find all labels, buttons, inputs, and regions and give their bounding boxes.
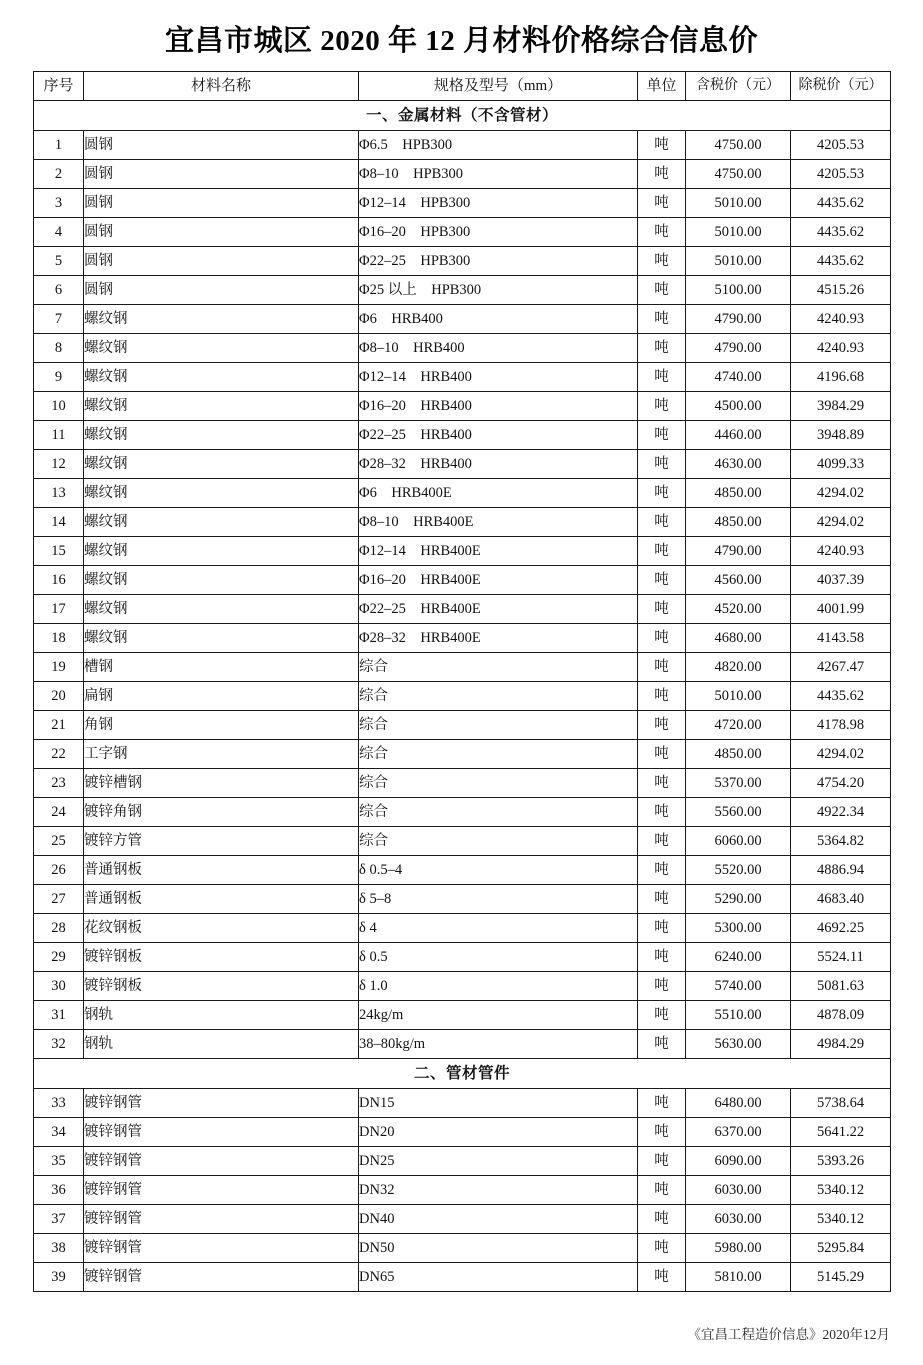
cell-row-index: 10 bbox=[34, 391, 84, 420]
cell-price-tax-excluded: 4294.02 bbox=[791, 739, 891, 768]
cell-material-name: 钢轨 bbox=[84, 1000, 359, 1029]
cell-unit: 吨 bbox=[638, 768, 686, 797]
table-row bbox=[34, 1204, 891, 1233]
cell-specification: 综合 bbox=[359, 797, 638, 826]
cell-unit: 吨 bbox=[638, 826, 686, 855]
table-row bbox=[34, 1029, 891, 1058]
column-header-price-tax-excluded: 除税价（元） bbox=[791, 71, 891, 100]
cell-specification: δ 5–8 bbox=[359, 884, 638, 913]
cell-row-index: 13 bbox=[34, 478, 84, 507]
cell-material-name: 镀锌钢管 bbox=[84, 1262, 359, 1291]
cell-unit: 吨 bbox=[638, 159, 686, 188]
cell-price-tax-excluded: 4240.93 bbox=[791, 536, 891, 565]
table-row bbox=[34, 1262, 891, 1291]
cell-row-index: 17 bbox=[34, 594, 84, 623]
table-row bbox=[34, 130, 891, 159]
cell-row-index: 35 bbox=[34, 1146, 84, 1175]
cell-row-index: 33 bbox=[34, 1088, 84, 1117]
table-row bbox=[34, 594, 891, 623]
cell-unit: 吨 bbox=[638, 304, 686, 333]
column-header-index: 序号 bbox=[34, 71, 84, 100]
cell-price-tax-excluded: 4196.68 bbox=[791, 362, 891, 391]
cell-material-name: 镀锌钢管 bbox=[84, 1233, 359, 1262]
table-section-header-row bbox=[34, 1058, 891, 1088]
table-row bbox=[34, 275, 891, 304]
cell-price-tax-included: 4790.00 bbox=[686, 333, 791, 362]
cell-unit: 吨 bbox=[638, 1029, 686, 1058]
cell-specification: 综合 bbox=[359, 710, 638, 739]
cell-material-name: 螺纹钢 bbox=[84, 507, 359, 536]
cell-price-tax-excluded: 4143.58 bbox=[791, 623, 891, 652]
cell-price-tax-included: 4850.00 bbox=[686, 739, 791, 768]
cell-material-name: 圆钢 bbox=[84, 246, 359, 275]
cell-specification: DN15 bbox=[359, 1088, 638, 1117]
cell-row-index: 34 bbox=[34, 1117, 84, 1146]
cell-material-name: 工字钢 bbox=[84, 739, 359, 768]
table-row bbox=[34, 362, 891, 391]
cell-material-name: 螺纹钢 bbox=[84, 449, 359, 478]
cell-price-tax-included: 5010.00 bbox=[686, 246, 791, 275]
table-row bbox=[34, 246, 891, 275]
cell-unit: 吨 bbox=[638, 942, 686, 971]
table-row bbox=[34, 855, 891, 884]
cell-specification: DN32 bbox=[359, 1175, 638, 1204]
cell-material-name: 圆钢 bbox=[84, 130, 359, 159]
cell-price-tax-excluded: 5340.12 bbox=[791, 1204, 891, 1233]
cell-specification: DN50 bbox=[359, 1233, 638, 1262]
cell-material-name: 镀锌钢管 bbox=[84, 1204, 359, 1233]
table-row bbox=[34, 391, 891, 420]
cell-row-index: 29 bbox=[34, 942, 84, 971]
cell-unit: 吨 bbox=[638, 275, 686, 304]
cell-specification: 24kg/m bbox=[359, 1000, 638, 1029]
table-row bbox=[34, 826, 891, 855]
cell-price-tax-included: 4680.00 bbox=[686, 623, 791, 652]
cell-unit: 吨 bbox=[638, 1233, 686, 1262]
cell-unit: 吨 bbox=[638, 478, 686, 507]
table-row bbox=[34, 1000, 891, 1029]
price-table-container bbox=[33, 71, 890, 1292]
cell-row-index: 36 bbox=[34, 1175, 84, 1204]
table-row bbox=[34, 768, 891, 797]
cell-price-tax-included: 4850.00 bbox=[686, 507, 791, 536]
cell-price-tax-included: 5510.00 bbox=[686, 1000, 791, 1029]
cell-material-name: 镀锌钢板 bbox=[84, 942, 359, 971]
cell-row-index: 23 bbox=[34, 768, 84, 797]
table-row bbox=[34, 507, 891, 536]
table-row bbox=[34, 188, 891, 217]
cell-unit: 吨 bbox=[638, 1204, 686, 1233]
cell-specification: Φ6 HRB400 bbox=[359, 304, 638, 333]
cell-unit: 吨 bbox=[638, 188, 686, 217]
table-row bbox=[34, 1088, 891, 1117]
cell-unit: 吨 bbox=[638, 681, 686, 710]
cell-price-tax-excluded: 4515.26 bbox=[791, 275, 891, 304]
cell-price-tax-excluded: 4205.53 bbox=[791, 159, 891, 188]
table-section-heading: 一、金属材料（不含管材） bbox=[34, 100, 891, 130]
table-row bbox=[34, 333, 891, 362]
cell-price-tax-included: 4790.00 bbox=[686, 536, 791, 565]
cell-row-index: 22 bbox=[34, 739, 84, 768]
cell-specification: DN25 bbox=[359, 1146, 638, 1175]
cell-material-name: 镀锌钢管 bbox=[84, 1088, 359, 1117]
cell-material-name: 螺纹钢 bbox=[84, 304, 359, 333]
cell-price-tax-excluded: 3948.89 bbox=[791, 420, 891, 449]
table-row bbox=[34, 1233, 891, 1262]
material-price-table bbox=[33, 71, 891, 1292]
cell-row-index: 11 bbox=[34, 420, 84, 449]
cell-material-name: 镀锌方管 bbox=[84, 826, 359, 855]
table-row bbox=[34, 449, 891, 478]
cell-row-index: 31 bbox=[34, 1000, 84, 1029]
cell-price-tax-excluded: 4178.98 bbox=[791, 710, 891, 739]
cell-material-name: 螺纹钢 bbox=[84, 478, 359, 507]
cell-price-tax-excluded: 4001.99 bbox=[791, 594, 891, 623]
cell-price-tax-excluded: 5295.84 bbox=[791, 1233, 891, 1262]
cell-unit: 吨 bbox=[638, 246, 686, 275]
cell-row-index: 14 bbox=[34, 507, 84, 536]
cell-price-tax-excluded: 5081.63 bbox=[791, 971, 891, 1000]
cell-specification: DN20 bbox=[359, 1117, 638, 1146]
cell-unit: 吨 bbox=[638, 362, 686, 391]
cell-unit: 吨 bbox=[638, 507, 686, 536]
cell-row-index: 4 bbox=[34, 217, 84, 246]
cell-specification: Φ12–14 HRB400E bbox=[359, 536, 638, 565]
cell-unit: 吨 bbox=[638, 536, 686, 565]
table-row bbox=[34, 217, 891, 246]
cell-material-name: 螺纹钢 bbox=[84, 536, 359, 565]
cell-material-name: 螺纹钢 bbox=[84, 565, 359, 594]
cell-specification: Φ16–20 HRB400 bbox=[359, 391, 638, 420]
cell-specification: Φ22–25 HPB300 bbox=[359, 246, 638, 275]
cell-unit: 吨 bbox=[638, 884, 686, 913]
cell-specification: δ 1.0 bbox=[359, 971, 638, 1000]
cell-price-tax-excluded: 4886.94 bbox=[791, 855, 891, 884]
cell-unit: 吨 bbox=[638, 594, 686, 623]
table-row bbox=[34, 652, 891, 681]
cell-material-name: 圆钢 bbox=[84, 188, 359, 217]
cell-price-tax-excluded: 3984.29 bbox=[791, 391, 891, 420]
cell-specification: DN65 bbox=[359, 1262, 638, 1291]
cell-row-index: 15 bbox=[34, 536, 84, 565]
cell-price-tax-included: 6240.00 bbox=[686, 942, 791, 971]
cell-row-index: 2 bbox=[34, 159, 84, 188]
cell-price-tax-excluded: 4984.29 bbox=[791, 1029, 891, 1058]
cell-unit: 吨 bbox=[638, 623, 686, 652]
cell-price-tax-included: 4560.00 bbox=[686, 565, 791, 594]
cell-row-index: 18 bbox=[34, 623, 84, 652]
table-row bbox=[34, 681, 891, 710]
cell-specification: 综合 bbox=[359, 739, 638, 768]
cell-specification: 综合 bbox=[359, 768, 638, 797]
table-row bbox=[34, 478, 891, 507]
table-row bbox=[34, 913, 891, 942]
cell-unit: 吨 bbox=[638, 333, 686, 362]
table-row bbox=[34, 942, 891, 971]
cell-price-tax-included: 4500.00 bbox=[686, 391, 791, 420]
table-section-header-row bbox=[34, 100, 891, 130]
cell-specification: δ 0.5–4 bbox=[359, 855, 638, 884]
cell-material-name: 普通钢板 bbox=[84, 855, 359, 884]
cell-material-name: 扁钢 bbox=[84, 681, 359, 710]
table-row bbox=[34, 623, 891, 652]
cell-specification: Φ12–14 HPB300 bbox=[359, 188, 638, 217]
cell-price-tax-included: 4520.00 bbox=[686, 594, 791, 623]
table-row bbox=[34, 884, 891, 913]
cell-material-name: 镀锌钢板 bbox=[84, 971, 359, 1000]
cell-row-index: 27 bbox=[34, 884, 84, 913]
cell-row-index: 3 bbox=[34, 188, 84, 217]
cell-price-tax-included: 5980.00 bbox=[686, 1233, 791, 1262]
cell-price-tax-excluded: 4294.02 bbox=[791, 507, 891, 536]
cell-row-index: 1 bbox=[34, 130, 84, 159]
cell-unit: 吨 bbox=[638, 130, 686, 159]
column-header-price-tax-included: 含税价（元） bbox=[686, 71, 791, 100]
table-section-heading: 二、管材管件 bbox=[34, 1058, 891, 1088]
column-header-name: 材料名称 bbox=[84, 71, 359, 100]
table-row bbox=[34, 536, 891, 565]
cell-unit: 吨 bbox=[638, 217, 686, 246]
cell-specification: Φ8–10 HRB400E bbox=[359, 507, 638, 536]
cell-material-name: 螺纹钢 bbox=[84, 333, 359, 362]
cell-unit: 吨 bbox=[638, 971, 686, 1000]
cell-row-index: 16 bbox=[34, 565, 84, 594]
table-row bbox=[34, 710, 891, 739]
cell-price-tax-excluded: 5340.12 bbox=[791, 1175, 891, 1204]
cell-specification: 综合 bbox=[359, 652, 638, 681]
cell-price-tax-included: 5010.00 bbox=[686, 188, 791, 217]
cell-price-tax-included: 4790.00 bbox=[686, 304, 791, 333]
cell-unit: 吨 bbox=[638, 1262, 686, 1291]
cell-price-tax-included: 5100.00 bbox=[686, 275, 791, 304]
cell-material-name: 花纹钢板 bbox=[84, 913, 359, 942]
cell-price-tax-included: 4460.00 bbox=[686, 420, 791, 449]
cell-row-index: 7 bbox=[34, 304, 84, 333]
cell-row-index: 25 bbox=[34, 826, 84, 855]
cell-price-tax-included: 6090.00 bbox=[686, 1146, 791, 1175]
cell-price-tax-excluded: 4267.47 bbox=[791, 652, 891, 681]
cell-unit: 吨 bbox=[638, 739, 686, 768]
cell-price-tax-excluded: 5393.26 bbox=[791, 1146, 891, 1175]
cell-row-index: 8 bbox=[34, 333, 84, 362]
cell-price-tax-excluded: 5145.29 bbox=[791, 1262, 891, 1291]
table-row bbox=[34, 797, 891, 826]
cell-row-index: 30 bbox=[34, 971, 84, 1000]
table-row bbox=[34, 565, 891, 594]
cell-material-name: 圆钢 bbox=[84, 217, 359, 246]
cell-specification: Φ8–10 HRB400 bbox=[359, 333, 638, 362]
table-row bbox=[34, 1117, 891, 1146]
cell-price-tax-excluded: 4240.93 bbox=[791, 304, 891, 333]
cell-row-index: 5 bbox=[34, 246, 84, 275]
cell-row-index: 12 bbox=[34, 449, 84, 478]
table-header bbox=[34, 71, 891, 100]
cell-specification: Φ6.5 HPB300 bbox=[359, 130, 638, 159]
cell-price-tax-included: 6030.00 bbox=[686, 1175, 791, 1204]
column-header-spec: 规格及型号（mm） bbox=[359, 71, 638, 100]
cell-material-name: 镀锌钢管 bbox=[84, 1175, 359, 1204]
cell-price-tax-included: 6060.00 bbox=[686, 826, 791, 855]
table-row bbox=[34, 304, 891, 333]
cell-row-index: 20 bbox=[34, 681, 84, 710]
table-row bbox=[34, 420, 891, 449]
cell-row-index: 37 bbox=[34, 1204, 84, 1233]
cell-material-name: 螺纹钢 bbox=[84, 362, 359, 391]
cell-material-name: 普通钢板 bbox=[84, 884, 359, 913]
cell-specification: Φ25 以上 HPB300 bbox=[359, 275, 638, 304]
table-row bbox=[34, 1175, 891, 1204]
table-row bbox=[34, 159, 891, 188]
cell-price-tax-excluded: 4878.09 bbox=[791, 1000, 891, 1029]
cell-unit: 吨 bbox=[638, 420, 686, 449]
cell-price-tax-included: 5560.00 bbox=[686, 797, 791, 826]
cell-row-index: 32 bbox=[34, 1029, 84, 1058]
document-footer: 《宜昌工程造价信息》2020年12月 bbox=[687, 1327, 890, 1342]
cell-price-tax-excluded: 5364.82 bbox=[791, 826, 891, 855]
cell-specification: Φ28–32 HRB400 bbox=[359, 449, 638, 478]
cell-price-tax-excluded: 4692.25 bbox=[791, 913, 891, 942]
cell-specification: Φ22–25 HRB400E bbox=[359, 594, 638, 623]
cell-material-name: 镀锌角钢 bbox=[84, 797, 359, 826]
cell-price-tax-excluded: 4099.33 bbox=[791, 449, 891, 478]
cell-price-tax-excluded: 4435.62 bbox=[791, 188, 891, 217]
cell-specification: Φ8–10 HPB300 bbox=[359, 159, 638, 188]
column-header-unit: 单位 bbox=[638, 71, 686, 100]
cell-unit: 吨 bbox=[638, 1146, 686, 1175]
cell-material-name: 圆钢 bbox=[84, 159, 359, 188]
cell-material-name: 螺纹钢 bbox=[84, 420, 359, 449]
cell-material-name: 镀锌钢管 bbox=[84, 1117, 359, 1146]
cell-row-index: 28 bbox=[34, 913, 84, 942]
cell-price-tax-included: 5290.00 bbox=[686, 884, 791, 913]
cell-material-name: 圆钢 bbox=[84, 275, 359, 304]
cell-price-tax-included: 5740.00 bbox=[686, 971, 791, 1000]
cell-specification: δ 0.5 bbox=[359, 942, 638, 971]
cell-price-tax-included: 4750.00 bbox=[686, 130, 791, 159]
cell-material-name: 镀锌槽钢 bbox=[84, 768, 359, 797]
table-body bbox=[34, 100, 891, 1291]
cell-row-index: 19 bbox=[34, 652, 84, 681]
cell-price-tax-excluded: 4435.62 bbox=[791, 246, 891, 275]
cell-price-tax-included: 5010.00 bbox=[686, 681, 791, 710]
cell-price-tax-included: 4820.00 bbox=[686, 652, 791, 681]
cell-price-tax-included: 4750.00 bbox=[686, 159, 791, 188]
cell-material-name: 螺纹钢 bbox=[84, 391, 359, 420]
cell-material-name: 角钢 bbox=[84, 710, 359, 739]
cell-price-tax-included: 4720.00 bbox=[686, 710, 791, 739]
cell-specification: Φ12–14 HRB400 bbox=[359, 362, 638, 391]
cell-price-tax-included: 6030.00 bbox=[686, 1204, 791, 1233]
cell-unit: 吨 bbox=[638, 1117, 686, 1146]
cell-row-index: 24 bbox=[34, 797, 84, 826]
cell-price-tax-excluded: 4240.93 bbox=[791, 333, 891, 362]
table-header-row bbox=[34, 71, 891, 100]
cell-row-index: 21 bbox=[34, 710, 84, 739]
cell-price-tax-excluded: 4205.53 bbox=[791, 130, 891, 159]
cell-row-index: 6 bbox=[34, 275, 84, 304]
cell-unit: 吨 bbox=[638, 1088, 686, 1117]
cell-price-tax-excluded: 4435.62 bbox=[791, 681, 891, 710]
cell-specification: DN40 bbox=[359, 1204, 638, 1233]
cell-material-name: 螺纹钢 bbox=[84, 594, 359, 623]
cell-price-tax-excluded: 4922.34 bbox=[791, 797, 891, 826]
cell-specification: Φ16–20 HPB300 bbox=[359, 217, 638, 246]
cell-row-index: 26 bbox=[34, 855, 84, 884]
cell-specification: Φ6 HRB400E bbox=[359, 478, 638, 507]
table-row bbox=[34, 971, 891, 1000]
cell-row-index: 39 bbox=[34, 1262, 84, 1291]
cell-specification: Φ28–32 HRB400E bbox=[359, 623, 638, 652]
cell-price-tax-included: 5010.00 bbox=[686, 217, 791, 246]
cell-price-tax-excluded: 5738.64 bbox=[791, 1088, 891, 1117]
cell-price-tax-excluded: 4754.20 bbox=[791, 768, 891, 797]
cell-unit: 吨 bbox=[638, 855, 686, 884]
cell-price-tax-excluded: 4683.40 bbox=[791, 884, 891, 913]
cell-material-name: 钢轨 bbox=[84, 1029, 359, 1058]
cell-unit: 吨 bbox=[638, 1000, 686, 1029]
cell-unit: 吨 bbox=[638, 1175, 686, 1204]
cell-specification: δ 4 bbox=[359, 913, 638, 942]
cell-unit: 吨 bbox=[638, 391, 686, 420]
cell-price-tax-excluded: 4037.39 bbox=[791, 565, 891, 594]
cell-material-name: 槽钢 bbox=[84, 652, 359, 681]
cell-price-tax-included: 5300.00 bbox=[686, 913, 791, 942]
cell-material-name: 螺纹钢 bbox=[84, 623, 359, 652]
cell-price-tax-excluded: 4435.62 bbox=[791, 217, 891, 246]
cell-price-tax-included: 6480.00 bbox=[686, 1088, 791, 1117]
cell-price-tax-excluded: 5641.22 bbox=[791, 1117, 891, 1146]
cell-price-tax-included: 5630.00 bbox=[686, 1029, 791, 1058]
cell-row-index: 38 bbox=[34, 1233, 84, 1262]
cell-price-tax-included: 5810.00 bbox=[686, 1262, 791, 1291]
cell-unit: 吨 bbox=[638, 449, 686, 478]
cell-specification: 综合 bbox=[359, 681, 638, 710]
cell-price-tax-included: 4630.00 bbox=[686, 449, 791, 478]
cell-specification: 38–80kg/m bbox=[359, 1029, 638, 1058]
cell-price-tax-included: 4740.00 bbox=[686, 362, 791, 391]
cell-price-tax-included: 6370.00 bbox=[686, 1117, 791, 1146]
cell-price-tax-included: 5370.00 bbox=[686, 768, 791, 797]
table-row bbox=[34, 739, 891, 768]
cell-unit: 吨 bbox=[638, 913, 686, 942]
cell-unit: 吨 bbox=[638, 652, 686, 681]
cell-specification: Φ22–25 HRB400 bbox=[359, 420, 638, 449]
cell-price-tax-excluded: 4294.02 bbox=[791, 478, 891, 507]
cell-specification: 综合 bbox=[359, 826, 638, 855]
cell-price-tax-included: 4850.00 bbox=[686, 478, 791, 507]
cell-price-tax-included: 5520.00 bbox=[686, 855, 791, 884]
page-title: 宜昌市城区 2020 年 12 月材料价格综合信息价 bbox=[164, 25, 758, 57]
cell-unit: 吨 bbox=[638, 710, 686, 739]
cell-unit: 吨 bbox=[638, 797, 686, 826]
cell-material-name: 镀锌钢管 bbox=[84, 1146, 359, 1175]
cell-specification: Φ16–20 HRB400E bbox=[359, 565, 638, 594]
cell-price-tax-excluded: 5524.11 bbox=[791, 942, 891, 971]
table-row bbox=[34, 1146, 891, 1175]
cell-row-index: 9 bbox=[34, 362, 84, 391]
cell-unit: 吨 bbox=[638, 565, 686, 594]
